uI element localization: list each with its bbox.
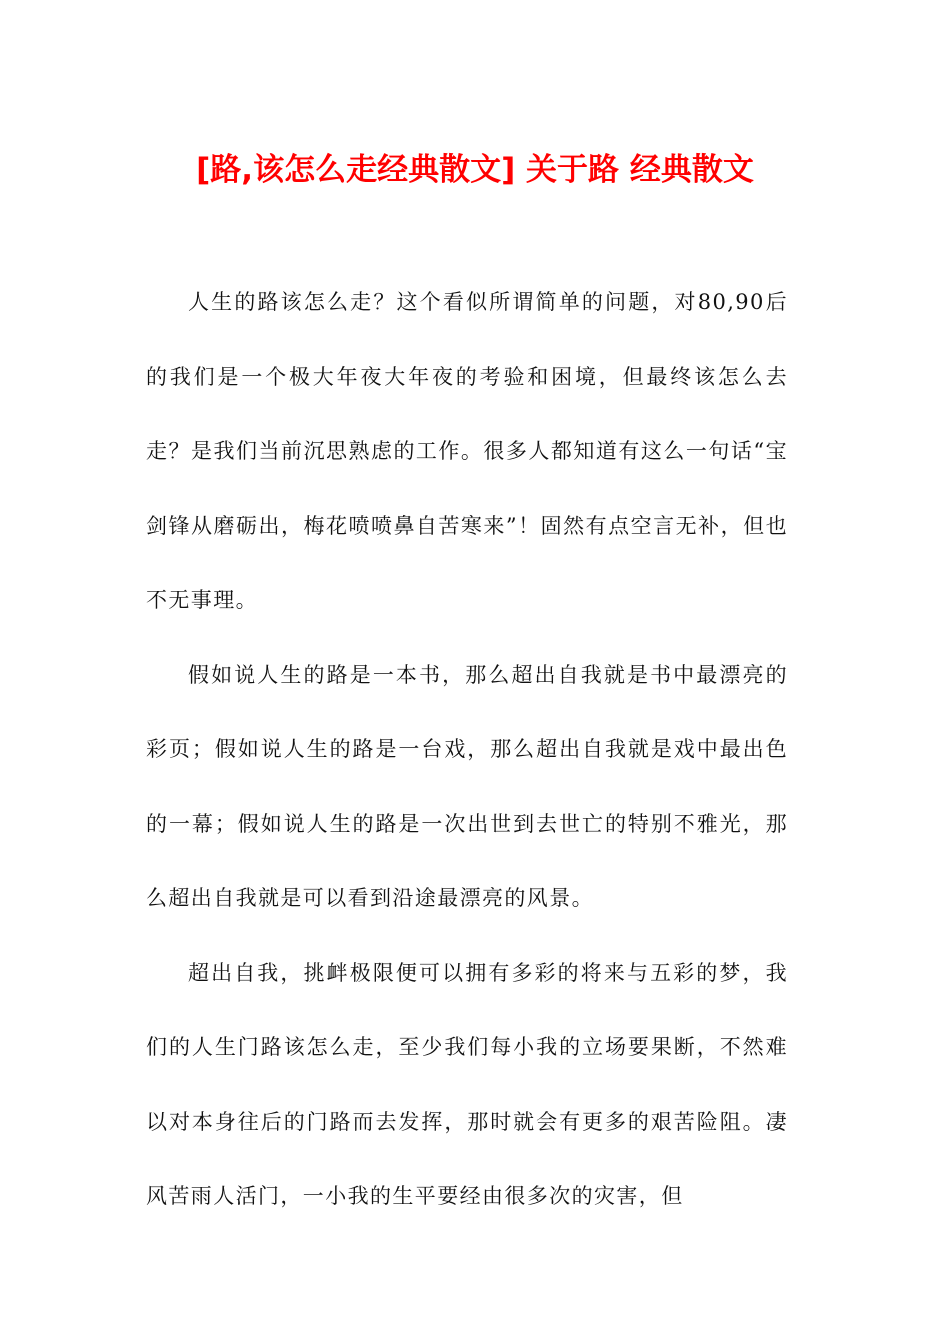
paragraph-1: 人生的路该怎么走？这个看似所谓简单的问题，对80,90后的我们是一个极大年夜大年夜的考验和困境，但最终该怎么去走？是我们当前沉思熟虑的工作。很多人都知道有这么一句话“宝剑锋从磨砺出，梅花喷喷鼻自苦寒来”！固然有点空言无补，但也不无事理。 xyxy=(146,290,788,612)
paragraph-2: 假如说人生的路是一本书，那么超出自我就是书中最漂亮的彩页；假如说人生的路是一台戏，那么超出自我就是戏中最出色的一幕；假如说人生的路是一次出世到去世亡的特别不雅光，那么超出自我就是可以看到沿途最漂亮的风景。 xyxy=(146,662,788,910)
document-title: [路,该怎么走经典散文] 关于路 经典散文 xyxy=(196,152,754,188)
document-body xyxy=(146,265,788,1234)
paragraph-3: 超出自我，挑衅极限便可以拥有多彩的将来与五彩的梦，我们的人生门路该怎么走，至少我们每小我的立场要果断，不然难以对本身往后的门路而去发挥，那时就会有更多的艰苦险阻。凄风苦雨人活门，一小我的生平要经由很多次的灾害，但 xyxy=(146,960,788,1208)
